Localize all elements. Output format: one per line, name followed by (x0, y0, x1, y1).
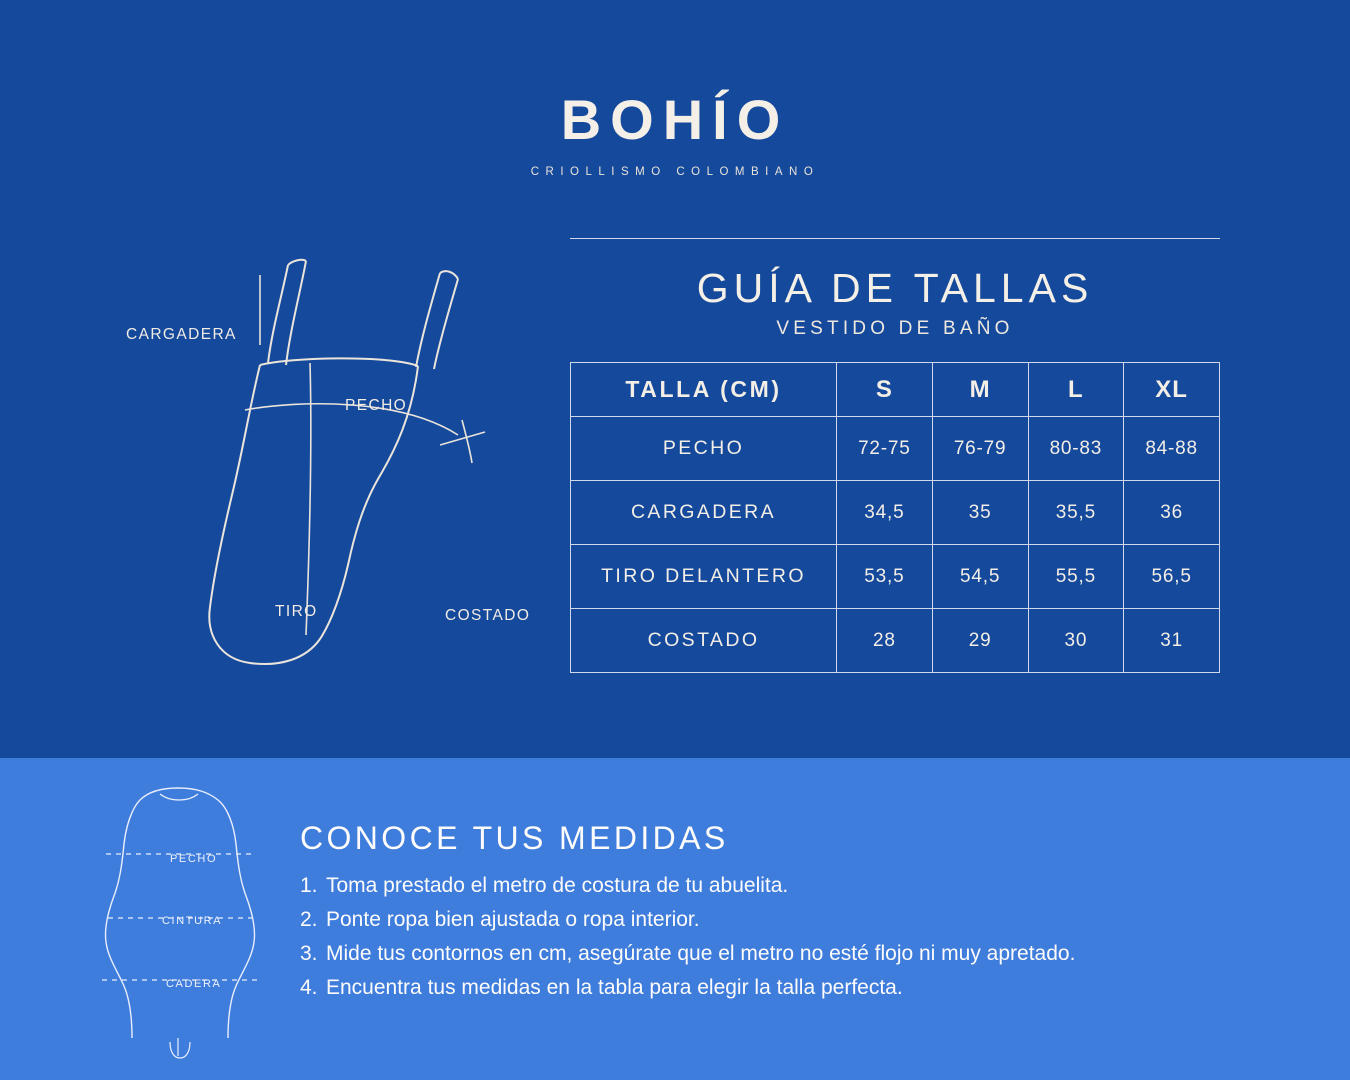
cell-value: 30 (1028, 609, 1124, 673)
brand-tagline: CRIOLLISMO COLOMBIANO (530, 166, 820, 178)
cell-value: 29 (932, 609, 1028, 673)
cell-value: 31 (1124, 609, 1220, 673)
row-label: TIRO DELANTERO (571, 545, 837, 609)
size-guide-subtitle: VESTIDO DE BAÑO (776, 318, 1014, 340)
list-item (300, 903, 1310, 937)
brand-block (0, 88, 1350, 178)
table-row (571, 609, 1220, 673)
label-cargadera: CARGADERA (126, 326, 237, 343)
size-guide-title: GUÍA DE TALLAS (696, 265, 1094, 311)
row-label: COSTADO (571, 609, 837, 673)
step-number: 2. (300, 908, 318, 932)
table-header-row (571, 363, 1220, 417)
size-table (570, 362, 1220, 673)
cell-value: 56,5 (1124, 545, 1220, 609)
cell-value: 55,5 (1028, 545, 1124, 609)
body-label-pecho: PECHO (170, 853, 218, 865)
step-number: 4. (300, 976, 318, 1000)
row-label: CARGADERA (571, 481, 837, 545)
swimsuit-diagram (110, 235, 550, 675)
cell-value: 28 (837, 609, 933, 673)
cell-value: 72-75 (837, 417, 933, 481)
body-label-cadera: CADERA (166, 978, 222, 990)
row-label: PECHO (571, 417, 837, 481)
step-text: Encuentra tus medidas en la tabla para elegir la talla perfecta. (326, 976, 903, 1000)
measurement-steps-list (300, 869, 1310, 1005)
body-diagram (100, 780, 300, 1060)
step-text: Toma prestado el metro de costura de tu abuelita. (326, 874, 789, 897)
cell-value: 80-83 (1028, 417, 1124, 481)
label-tiro: TIRO (275, 603, 318, 620)
cell-value: 34,5 (837, 481, 933, 545)
list-item (300, 971, 1310, 1005)
brand-name: BOHÍO (560, 88, 790, 151)
table-row (571, 481, 1220, 545)
header-size-l: L (1028, 363, 1124, 417)
table-row (571, 545, 1220, 609)
header-size-m: M (932, 363, 1028, 417)
measurements-title: CONOCE TUS MEDIDAS (300, 820, 729, 856)
table-row (571, 417, 1220, 481)
label-pecho: PECHO (345, 397, 408, 414)
step-text: Mide tus contornos en cm, asegúrate que el metro no esté flojo ni muy apretado. (326, 942, 1076, 966)
cell-value: 35 (932, 481, 1028, 545)
header-talla: TALLA (CM) (571, 363, 837, 417)
list-item (300, 869, 1310, 903)
measurements-block (300, 820, 1310, 1005)
list-item (300, 937, 1310, 971)
header-size-xl: XL (1124, 363, 1220, 417)
step-number: 1. (300, 874, 318, 897)
cell-value: 53,5 (837, 545, 933, 609)
header-size-s: S (837, 363, 933, 417)
cell-value: 36 (1124, 481, 1220, 545)
cell-value: 84-88 (1124, 417, 1220, 481)
size-guide-block (570, 238, 1220, 673)
step-number: 3. (300, 942, 318, 966)
step-text: Ponte ropa bien ajustada o ropa interior. (326, 908, 700, 932)
label-costado: COSTADO (445, 607, 531, 624)
body-label-cintura: CINTURA (162, 915, 223, 927)
cell-value: 76-79 (932, 417, 1028, 481)
cell-value: 54,5 (932, 545, 1028, 609)
cell-value: 35,5 (1028, 481, 1124, 545)
